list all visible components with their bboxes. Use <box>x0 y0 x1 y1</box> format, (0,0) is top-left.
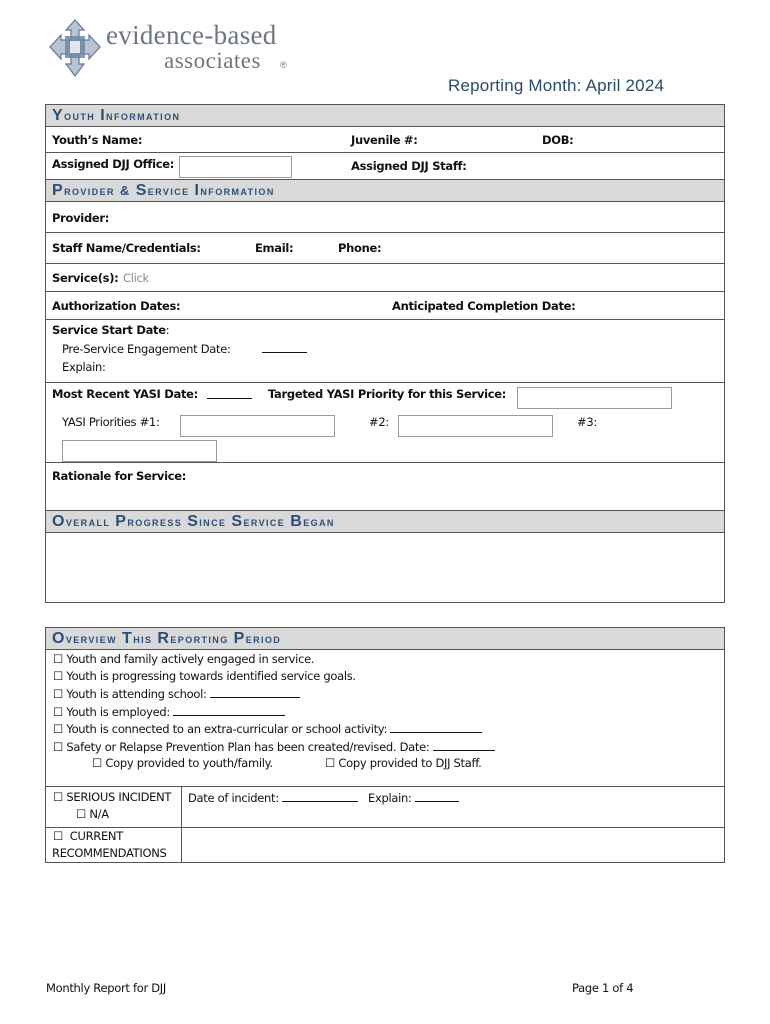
yasi-date-label: Most Recent YASI Date: <box>52 387 198 401</box>
rationale-row <box>46 463 724 511</box>
incident-explain-field[interactable]: Explain: <box>368 790 459 805</box>
overview-checklist <box>46 650 724 787</box>
logo-text-line1: evidence-based <box>106 20 277 50</box>
services-row <box>46 264 724 292</box>
logo-cross-icon <box>46 18 104 80</box>
yasi-priority-3-label: #3: <box>577 415 597 429</box>
checklist-item-school[interactable]: ☐ Youth is attending school: <box>53 686 300 701</box>
authorization-row <box>46 292 724 320</box>
serious-incident-checkbox[interactable]: ☐ SERIOUS INCIDENT <box>53 790 172 804</box>
footer-page-number: Page 1 of 4 <box>572 981 634 995</box>
provider-label: Provider: <box>52 211 110 225</box>
logo-registered-mark: ® <box>280 60 287 70</box>
provider-service-header: Provider & Service Information <box>46 180 724 202</box>
overall-progress-textarea[interactable] <box>46 533 724 602</box>
reporting-month: Reporting Month: April 2024 <box>448 76 665 95</box>
serious-incident-row <box>46 787 724 828</box>
dob-label: DOB: <box>542 133 574 147</box>
logo-text-line2: associates <box>164 48 261 73</box>
youth-information-header: Youth Information <box>46 105 724 127</box>
youth-provider-table <box>45 104 725 603</box>
recommendations-label: RECOMMENDATIONS <box>52 846 167 860</box>
checklist-copy-djj[interactable]: ☐ Copy provided to DJJ Staff. <box>325 756 482 770</box>
service-start-row <box>46 320 724 383</box>
staff-credentials-label: Staff Name/Credentials: <box>52 241 201 255</box>
checklist-item-safety-plan[interactable]: ☐ Safety or Relapse Prevention Plan has been created/revised. Date: <box>53 739 495 754</box>
column-divider <box>181 828 182 862</box>
targeted-yasi-label: Targeted YASI Priority for this Service: <box>268 387 507 401</box>
phone-label: Phone: <box>338 241 382 255</box>
pre-service-engagement-label: Pre-Service Engagement Date: <box>62 342 231 356</box>
footer-title: Monthly Report for DJJ <box>46 981 166 995</box>
yasi-priority-2-input[interactable] <box>398 415 553 437</box>
na-checkbox[interactable]: ☐ N/A <box>76 807 109 821</box>
juvenile-number-label: Juvenile #: <box>351 133 418 147</box>
yasi-priority-2-label: #2: <box>369 415 389 429</box>
overview-header: Overview This Reporting Period <box>46 628 724 650</box>
djj-office-label: Assigned DJJ Office: <box>52 157 175 171</box>
provider-row <box>46 202 724 233</box>
yasi-priority-1-input[interactable] <box>180 415 335 437</box>
yasi-row <box>46 383 724 463</box>
checklist-item-engaged[interactable]: ☐ Youth and family actively engaged in service. <box>53 652 315 666</box>
youth-name-row <box>46 127 724 153</box>
targeted-yasi-input[interactable] <box>517 387 672 409</box>
incident-date-field[interactable]: Date of incident: <box>188 790 358 805</box>
authorization-dates-label: Authorization Dates: <box>52 299 181 313</box>
company-logo <box>46 18 306 84</box>
djj-office-input[interactable] <box>179 156 292 178</box>
service-start-label: Service Start Date: <box>52 323 170 337</box>
rationale-label: Rationale for Service: <box>52 469 187 483</box>
column-divider <box>181 787 182 827</box>
overview-table <box>45 627 725 863</box>
pre-service-date-line[interactable] <box>262 341 307 353</box>
anticipated-completion-label: Anticipated Completion Date: <box>392 299 576 313</box>
yasi-date-line[interactable] <box>207 387 252 399</box>
checklist-item-progressing[interactable]: ☐ Youth is progressing towards identified service goals. <box>53 669 356 683</box>
explain-label: Explain: <box>62 360 106 374</box>
checklist-item-employed[interactable]: ☐ Youth is employed: <box>53 704 285 719</box>
yasi-priorities-label: YASI Priorities #1: <box>62 415 160 429</box>
email-label: Email: <box>255 241 294 255</box>
checklist-item-extracurricular[interactable]: ☐ Youth is connected to an extra-curricular or school activity: <box>53 721 482 736</box>
services-label: Service(s): <box>52 271 119 285</box>
staff-row <box>46 233 724 264</box>
current-recommendations-row <box>46 828 724 862</box>
djj-staff-label: Assigned DJJ Staff: <box>351 159 467 173</box>
youth-name-label: Youth’s Name: <box>52 133 143 147</box>
current-recommendations-checkbox[interactable]: ☐ CURRENT <box>53 829 123 843</box>
services-dropdown[interactable]: Click <box>123 271 149 285</box>
overall-progress-header: Overall Progress Since Service Began <box>46 511 724 533</box>
yasi-priority-3-input[interactable] <box>62 440 217 462</box>
djj-office-row <box>46 153 724 180</box>
checklist-copy-youth[interactable]: ☐ Copy provided to youth/family. <box>92 756 273 770</box>
